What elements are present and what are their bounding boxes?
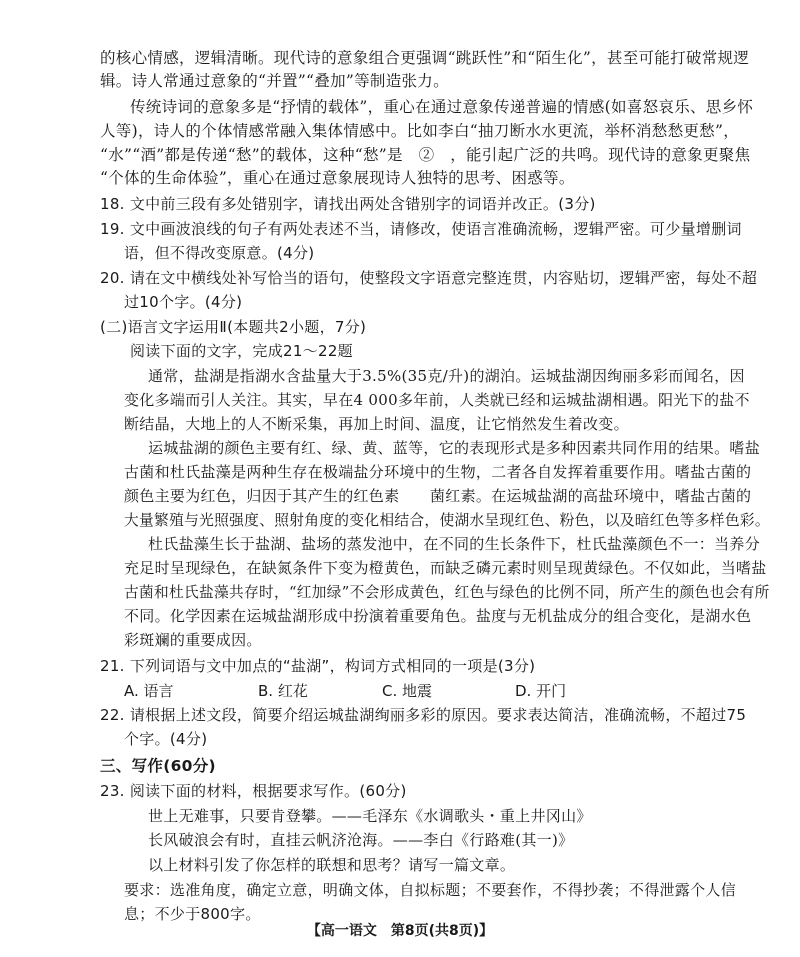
passage-line-2: 变化多端而引人关注。其实，早在4 000多年前，人类就已经和运城盐湖相遇。阳光下的盐不 [124,391,750,409]
intro-line-5: “水”“酒”都是传递“愁”的载体，这种“愁”是 ② ，能引起广泛的共鸣。现代诗的意象更聚焦 [100,146,751,164]
question-20-line-1: 20. 请在文中横线处补写恰当的语句，使整段文字语意完整连贯，内容贴切，逻辑严密，每处不超 [100,269,758,287]
option-b: B. 红花 [258,682,308,700]
question-19-line-2: 语，但不得改变原意。(4分) [124,244,315,262]
option-d: D. 开门 [515,682,567,700]
requirements-line-2: 息；不少于800字。 [124,905,261,923]
passage-line-11: 不同。化学因素在运城盐湖形成中扮演着重要角色。盐度与无机盐成分的组合变化，是湖水色 [124,607,752,625]
passage-line-10: 古菌和杜氏盐藻共存时，“红加绿”不会形成黄色，红色与绿色的比例不同，所产生的颜色也会有所 [124,583,770,601]
question-19-line-1: 19. 文中画波浪线的句子有两处表述不当，请修改，使语言准确流畅，逻辑严密。可少量增删词 [100,220,742,238]
question-22-line-1: 22. 请根据上述文段，简要介绍运城盐湖绚丽多彩的原因。要求表达简洁，准确流畅，不超过75 [100,706,747,724]
passage-line-8: 杜氏盐藻生长于盐湖、盐场的蒸发池中，在不同的生长条件下，杜氏盐藻颜色不一：当养分 [148,535,761,553]
section-2-heading: (二)语言文字运用Ⅱ(本题共2小题，7分) [100,318,367,336]
intro-line-6: “个体的生命体验”，重心在通过意象展现诗人独特的思考、困惑等。 [100,169,575,187]
poem-quote-2: 长风破浪会有时，直挂云帆济沧海。——李白《行路难(其一)》 [148,831,574,849]
page-footer: 【高一语文 第8页(共8页)】 [306,923,494,939]
poem-quote-1: 世上无难事，只要肯登攀。——毛泽东《水调歌头・重上井冈山》 [148,807,592,825]
requirements-line-1: 要求：选准角度，确定立意，明确文体，自拟标题；不要套作，不得抄袭；不得泄露个人信 [124,881,737,899]
question-20-line-2: 过10个字。(4分) [124,293,243,311]
intro-line-2: 辑。诗人常通过意象的“并置”“叠加”等制造张力。 [100,72,449,90]
question-18: 18. 文中前三段有多处错别字，请找出两处含错别字的词语并改正。(3分) [100,195,596,213]
passage-line-9: 充足时呈现绿色，在缺氮条件下变为橙黄色，而缺乏磷元素时则呈现黄绿色。不仅如此，当嗜盐 [124,559,767,577]
reading-prompt: 阅读下面的文字，完成21～22题 [130,342,353,360]
question-21: 21. 下列词语与文中加点的“盐湖”，构词方式相同的一项是(3分) [100,657,536,675]
question-23: 23. 阅读下面的材料，根据要求写作。(60分) [100,782,407,800]
option-c: C. 地震 [382,682,433,700]
intro-line-3: 传统诗词的意象多是“抒情的载体”，重心在通过意象传递普遍的情感(如喜怒哀乐、思乡怀 [130,98,754,116]
option-a: A. 语言 [124,682,174,700]
question-22-line-2: 个字。(4分) [124,730,208,748]
passage-line-12: 彩斑斓的重要成因。 [124,631,262,649]
passage-line-1: 通常，盐湖是指湖水含盐量大于3.5%(35克/升)的湖泊。运城盐湖因绚丽多彩而闻名，因 [148,367,745,385]
section-3-heading: 三、写作(60分) [100,757,216,775]
passage-line-7: 大量繁殖与光照强度、照射角度的变化相结合，使湖水呈现红色、粉色，以及暗红色等多样色彩。 [124,511,770,529]
intro-line-1: 的核心情感，逻辑清晰。现代诗的意象组合更强调“跳跃性”和“陌生化”，甚至可能打破常规逻 [100,49,750,67]
passage-line-6: 颜色主要为红色，归因于其产生的红色素 菌红素。在运城盐湖的高盐环境中，嗜盐古菌的 [124,487,752,505]
passage-line-3: 断结晶，大地上的人不断采集，再加上时间、温度，让它悄然发生着改变。 [124,415,629,433]
passage-line-5: 古菌和杜氏盐藻是两种生存在极端盐分环境中的生物，二者各自发挥着重要作用。嗜盐古菌的 [124,463,752,481]
intro-line-4: 人等)，诗人的个体情感常融入集体情感中。比如李白“抽刀断水水更流，举杯消愁愁更愁”， [100,122,739,140]
passage-line-4: 运城盐湖的颜色主要有红、绿、黄、蓝等，它的表现形式是多种因素共同作用的结果。嗜盐 [148,439,761,457]
writing-prompt: 以上材料引发了你怎样的联想和思考？请写一篇文章。 [148,856,516,874]
